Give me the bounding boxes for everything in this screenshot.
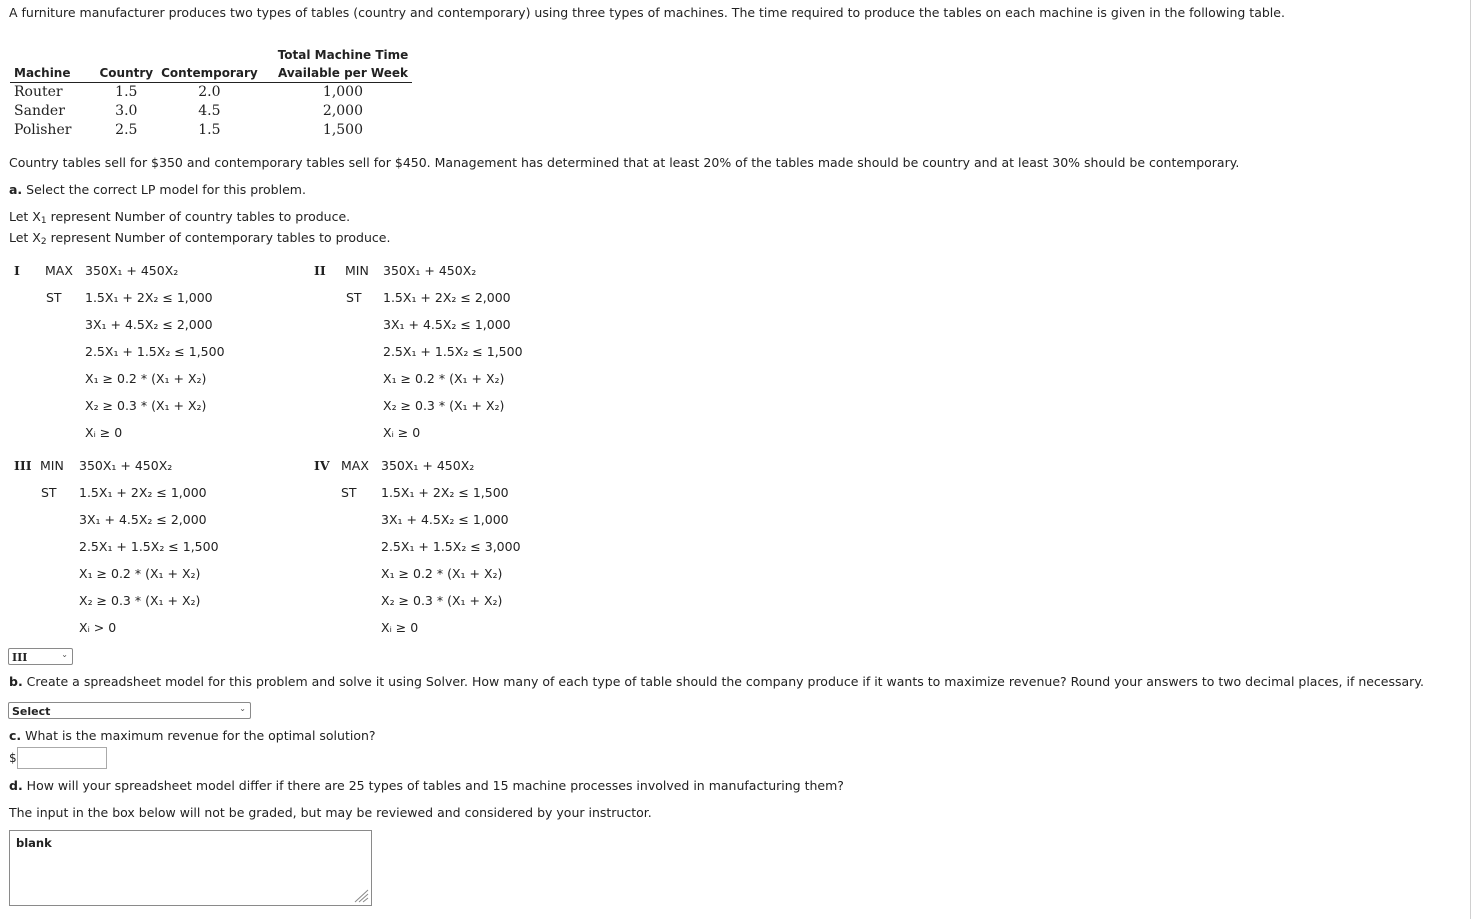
revenue-input[interactable]	[17, 747, 107, 769]
constraint: X₁ ≥ 0.2 * (X₁ + X₂)	[85, 371, 207, 386]
part-c-prompt: c. What is the maximum revenue for the optimal solution?	[9, 728, 376, 743]
table-row: Sander 3.0 4.5 2,000	[14, 103, 364, 119]
response-textarea[interactable]: blank	[9, 830, 372, 906]
table-row: Polisher 2.5 1.5 1,500	[14, 122, 364, 138]
constraint: 1.5X₁ + 2X₂ ≤ 1,000	[85, 290, 213, 305]
st-label: ST	[41, 485, 57, 500]
constraint: 1.5X₁ + 2X₂ ≤ 2,000	[383, 290, 511, 305]
intro-text: A furniture manufacturer produces two types of tables (country and contemporary) using three types of machines. The time required to produce the tables on each machine is given in the following table.	[9, 5, 1285, 20]
constraint: 3X₁ + 4.5X₂ ≤ 2,000	[79, 512, 207, 527]
part-d-prompt: d. How will your spreadsheet model differ if there are 25 types of tables and 15 machine processes involved in manufacturing them?	[9, 778, 844, 793]
constraint: Xᵢ ≥ 0	[85, 425, 123, 440]
resize-grip-icon[interactable]	[351, 889, 369, 903]
currency-label: $	[9, 751, 17, 765]
header-machine: Machine	[10, 64, 96, 83]
header-total-line1: Total Machine Time	[277, 48, 409, 62]
constraint: 1.5X₁ + 2X₂ ≤ 1,000	[79, 485, 207, 500]
objective-function: 350X₁ + 450X₂	[79, 458, 173, 473]
model-select-dropdown[interactable]: III ⌄	[8, 648, 73, 665]
st-label: ST	[46, 290, 62, 305]
objective-function: 350X₁ + 450X₂	[383, 263, 477, 278]
constraint: X₂ ≥ 0.3 * (X₁ + X₂)	[85, 398, 207, 413]
chevron-down-icon: ⌄	[239, 704, 246, 713]
machine-time-table	[10, 46, 412, 140]
objective-function: 350X₁ + 450X₂	[381, 458, 475, 473]
header-country: Country	[96, 64, 158, 83]
objective-type: MAX	[341, 458, 369, 473]
grading-note: The input in the box below will not be graded, but may be reviewed and considered by your instructor.	[9, 805, 652, 820]
chevron-down-icon: ⌄	[61, 650, 68, 659]
objective-type: MAX	[45, 263, 73, 278]
constraint: 2.5X₁ + 1.5X₂ ≤ 3,000	[381, 539, 521, 554]
constraint: X₁ ≥ 0.2 * (X₁ + X₂)	[381, 566, 503, 581]
constraint: Xᵢ ≥ 0	[383, 425, 421, 440]
let-x2: Let $X_2$ represent Number of contemporary tables to produce.	[9, 230, 391, 247]
objective-function: 350X₁ + 450X₂	[85, 263, 179, 278]
constraint: 2.5X₁ + 1.5X₂ ≤ 1,500	[79, 539, 219, 554]
constraint: Xᵢ ≥ 0	[381, 620, 419, 635]
constraint: 2.5X₁ + 1.5X₂ ≤ 1,500	[85, 344, 225, 359]
constraint: 3X₁ + 4.5X₂ ≤ 1,000	[383, 317, 511, 332]
objective-type: MIN	[345, 263, 369, 278]
header-contemporary: Contemporary	[157, 64, 274, 83]
constraint: 3X₁ + 4.5X₂ ≤ 2,000	[85, 317, 213, 332]
constraint: X₂ ≥ 0.3 * (X₁ + X₂)	[381, 593, 503, 608]
constraint: 2.5X₁ + 1.5X₂ ≤ 1,500	[383, 344, 523, 359]
objective-type: MIN	[40, 458, 64, 473]
part-b-prompt: b. Create a spreadsheet model for this problem and solve it using Solver. How many of each type of table should the company produce if it wants to maximize revenue? Round your answers to two decimal places, if necessary.	[9, 674, 1424, 689]
constraint: Xᵢ > 0	[79, 620, 117, 635]
model-number: IV	[314, 458, 330, 473]
solution-select-dropdown[interactable]: Select ⌄	[8, 702, 251, 719]
st-label: ST	[346, 290, 362, 305]
constraint: X₂ ≥ 0.3 * (X₁ + X₂)	[79, 593, 201, 608]
model-number: III	[14, 458, 32, 473]
model-number: II	[314, 263, 326, 278]
constraint: X₁ ≥ 0.2 * (X₁ + X₂)	[79, 566, 201, 581]
model-number: I	[14, 263, 20, 278]
pricing-text: Country tables sell for $350 and contemporary tables sell for $450. Management has determined that at least 20% of the tables made should be country and at least 30% should be contemporary.	[9, 155, 1240, 170]
constraint: X₁ ≥ 0.2 * (X₁ + X₂)	[383, 371, 505, 386]
part-a-prompt: a. Select the correct LP model for this problem.	[9, 182, 306, 197]
table-row: Router 1.5 2.0 1,000	[14, 84, 364, 100]
let-x1: Let $X_1$ represent Number of country tables to produce.	[9, 209, 351, 226]
constraint: 1.5X₁ + 2X₂ ≤ 1,500	[381, 485, 509, 500]
header-total-line2: Available per Week	[274, 64, 413, 83]
st-label: ST	[341, 485, 357, 500]
constraint: 3X₁ + 4.5X₂ ≤ 1,000	[381, 512, 509, 527]
constraint: X₂ ≥ 0.3 * (X₁ + X₂)	[383, 398, 505, 413]
